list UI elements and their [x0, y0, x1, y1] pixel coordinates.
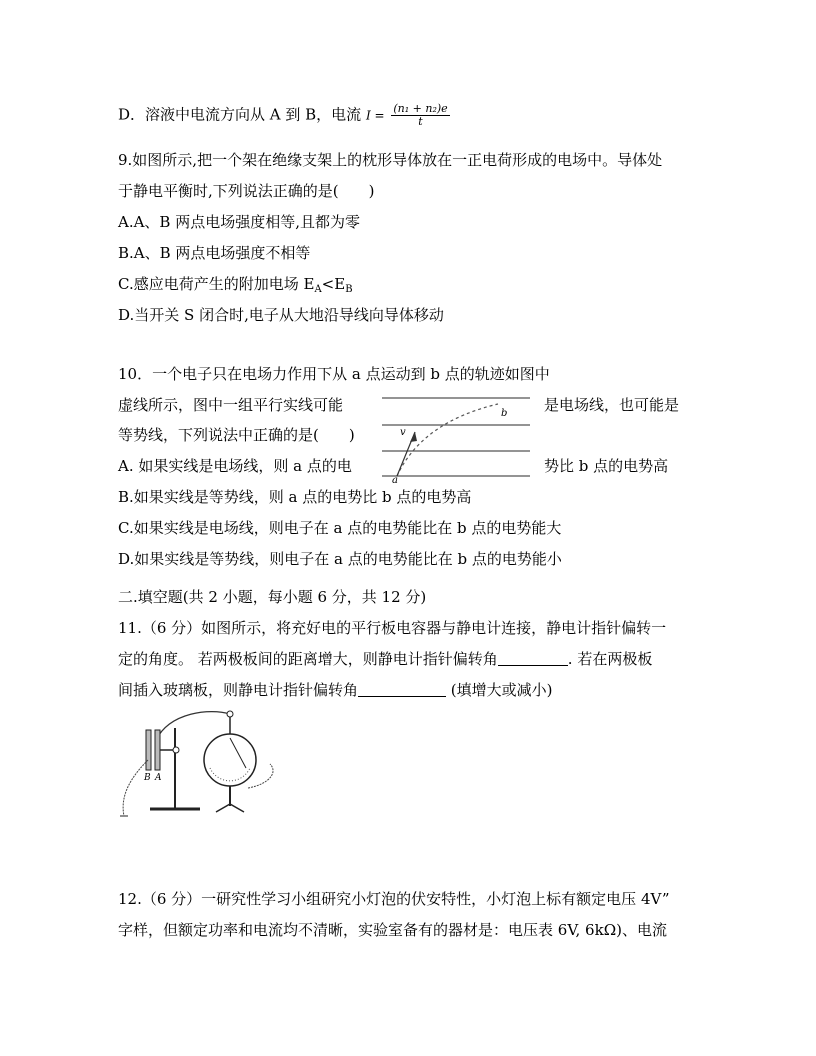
q11-line-2-text-b: . 若在两极板	[567, 650, 653, 668]
q11-line-1: 11.（6 分）如图所示，将充好电的平行板电容器与静电计连接，静电计指针偏转一	[118, 619, 667, 637]
q11-line-3-text-b: (填增大或减小)	[446, 681, 553, 699]
q11-plate-b	[146, 730, 151, 770]
q8-option-d	[118, 103, 450, 128]
q10-stem-line-3: 等势线，下列说法中正确的是( )	[118, 426, 355, 444]
q11-capacitor-electroscope-figure	[120, 708, 300, 820]
q9-stem-line-1: 9.如图所示,把一个架在绝缘支架上的枕形导体放在一正电荷形成的电场中。导体处	[118, 151, 663, 169]
q11-label-b: B	[144, 773, 151, 783]
q8-formula-lhs: I =	[365, 108, 385, 123]
q11-line-2	[118, 649, 652, 669]
q11-plate-a	[155, 730, 160, 770]
q9-option-c-sub-a: A	[314, 284, 322, 295]
q8-option-d-text: D．溶液中电流方向从 A 到 B，电流	[118, 105, 362, 124]
q10-stem-line-2-right: 是电场线，也可能是	[544, 396, 680, 414]
q8-formula-denominator: t	[418, 115, 423, 128]
q11-blank-1[interactable]	[498, 651, 568, 666]
q11-line-2-text-a: 定的角度。 若两极板间的距离增大，则静电计指针偏转角	[118, 650, 498, 668]
q9-option-c-text: C.感应电荷产生的附加电场 E	[118, 275, 315, 293]
q10-option-d: D.如果实线是等势线，则电子在 a 点的电势能比在 b 点的电势能小	[118, 550, 562, 568]
q10-option-a-right: 势比 b 点的电势高	[544, 457, 669, 475]
q8-formula-numerator: (n₁ + n₂)e	[393, 102, 448, 115]
q11-electroscope-knob	[227, 711, 233, 717]
q10-figure	[370, 392, 532, 484]
q10-option-a-left: A. 如果实线是电场线，则 a 点的电	[118, 457, 352, 475]
q10-option-b: B.如果实线是等势线，则 a 点的电势比 b 点的电势高	[118, 488, 472, 506]
q10-stem-line-2-left: 虚线所示，图中一组平行实线可能	[118, 396, 344, 414]
q9-option-a: A.A、B 两点电场强度相等,且都为零	[118, 213, 360, 231]
q9-option-d: D.当开关 S 闭合时,电子从大地沿导线向导体移动	[118, 306, 444, 324]
q10-label-b: b	[501, 408, 508, 419]
q11-blank-2[interactable]	[358, 682, 446, 697]
q8-formula-fraction	[391, 103, 449, 128]
q11-stand-clamp	[173, 747, 179, 753]
q9-option-c	[118, 274, 353, 300]
q11-ground-wire	[123, 760, 148, 816]
q10-velocity-arrowhead	[410, 432, 417, 442]
q11-label-a: A	[155, 773, 162, 783]
q10-stem-line-1: 10．一个电子只在电场力作用下从 a 点运动到 b 点的轨迹如图中	[118, 365, 550, 383]
q12-line-1: 12.（6 分）一研究性学习小组研究小灯泡的伏安特性，小灯泡上标有额定电压 4V”	[118, 890, 670, 908]
q10-option-c: C.如果实线是电场线，则电子在 a 点的电势能比在 b 点的电势能大	[118, 519, 562, 537]
q9-stem-line-2: 于静电平衡时,下列说法正确的是( )	[118, 182, 375, 200]
q11-electroscope-case	[204, 734, 256, 786]
q10-label-a: a	[392, 475, 398, 484]
q11-line-3-text-a: 间插入玻璃板，则静电计指针偏转角	[118, 681, 359, 699]
q11-line-3	[118, 680, 553, 700]
q10-label-v: v	[400, 427, 406, 438]
section-2-heading: 二.填空题(共 2 小题，每小题 6 分，共 12 分)	[118, 588, 427, 606]
q9-option-c-sub-b: B	[345, 284, 353, 295]
q9-option-b: B.A、B 两点电场强度不相等	[118, 244, 311, 262]
q9-option-c-mid: <E	[321, 275, 346, 293]
q12-line-2: 字样，但额定功率和电流均不清晰，实验室备有的器材是：电压表 6V, 6kΩ)、电流	[118, 921, 667, 939]
